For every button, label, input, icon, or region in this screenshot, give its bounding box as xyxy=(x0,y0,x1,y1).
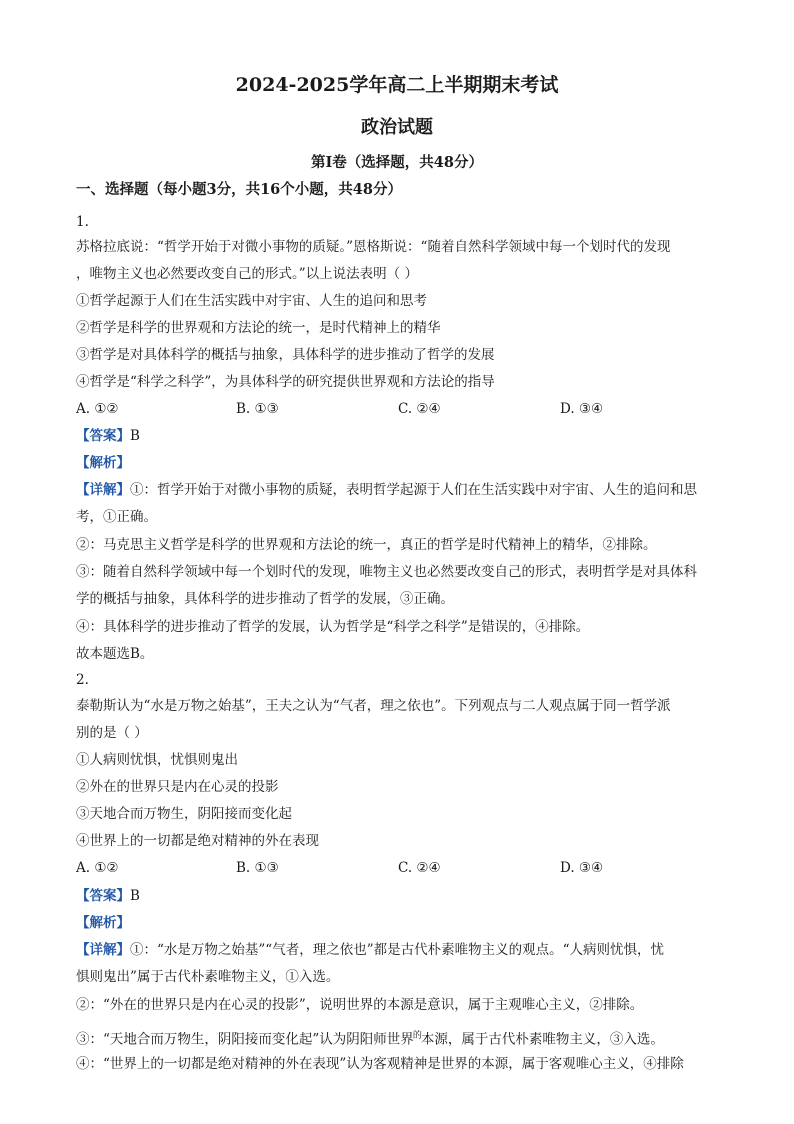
q1-number: 1. xyxy=(76,214,89,230)
q1-detail-3b: 学的概括与抽象，具体科学的进步推动了哲学的发展，③正确。 xyxy=(76,591,454,607)
q2-detail-1a xyxy=(76,941,664,959)
answer-label: 【答案】 xyxy=(76,888,130,904)
q1-stem-line2: ，唯物主义也必然要改变自己的形式。”以上说法表明（ ） xyxy=(76,266,418,282)
q1-answer xyxy=(76,427,140,445)
q2-statement-2: ②外在的世界只是内在心灵的投影 xyxy=(76,779,279,795)
exam-title: 2024-2025学年高二上半期期末考试 xyxy=(235,74,559,96)
q1-statement-1: ①哲学起源于人们在生活实践中对宇宙、人生的追问和思考 xyxy=(76,293,427,309)
q1-detail-1b: 考，①正确。 xyxy=(76,509,157,525)
q2-analysis-label: 【解析】 xyxy=(76,915,130,931)
q2-option-a: A. ①② xyxy=(76,860,119,876)
q2-number: 2. xyxy=(76,672,89,688)
q1-option-c: C. ②④ xyxy=(398,401,441,417)
q2-statement-1: ①人病则忧惧，忧惧则鬼出 xyxy=(76,752,238,768)
q2-detail-4: ④：“世界上的一切都是绝对精神的外在表现”认为客观精神是世界的本源，属于客观唯心主义，④排除 xyxy=(76,1056,684,1072)
q2-detail-3-pre: ③：“天地合而万物生，阴阳接而变化起”认为阴阳师世界 xyxy=(76,1031,414,1048)
q1-statement-3: ③哲学是对具体科学的概括与抽象，具体科学的进步推动了哲学的发展 xyxy=(76,347,495,363)
q1-detail-3a: ③：随着自然科学领域中每一个划时代的发现，唯物主义也必然要改变自己的形式，表明哲学是对具体科 xyxy=(76,564,697,580)
q2-detail-3-post: 本源，属于古代朴素唯物主义，③入选。 xyxy=(420,1031,664,1048)
q1-answer-value: B xyxy=(130,428,140,444)
q1-statement-2: ②哲学是科学的世界观和方法论的统一，是时代精神上的精华 xyxy=(76,320,441,336)
q1-conclusion: 故本题选B。 xyxy=(76,646,154,662)
q2-detail-1b: 惧则鬼出”属于古代朴素唯物主义，①入选。 xyxy=(76,969,340,985)
q2-answer xyxy=(76,887,140,905)
q1-analysis-label: 【解析】 xyxy=(76,455,130,471)
q2-detail-1a-text: ①：“水是万物之始基”“气者，理之依也”都是古代朴素唯物主义的观点。“人病则忧惧，忧 xyxy=(130,942,665,958)
q1-detail-2: ②：马克思主义哲学是科学的世界观和方法论的统一，真正的哲学是时代精神上的精华，②排除。 xyxy=(76,537,657,553)
q2-detail-3 xyxy=(76,1027,664,1049)
q2-detail-2: ②：“外在的世界只是内在心灵的投影”，说明世界的本源是意识，属于主观唯心主义，②排除。 xyxy=(76,997,644,1013)
q2-stem-line2: 别的是（ ） xyxy=(76,725,148,741)
q1-stem-line1: 苏格拉底说：“哲学开始于对微小事物的质疑。”恩格斯说：“随着自然科学领域中每一个划时代的发现 xyxy=(76,239,671,255)
detail-label: 【详解】 xyxy=(76,482,130,498)
exam-subtitle: 政治试题 xyxy=(361,117,433,138)
q2-option-b: B. ①③ xyxy=(236,860,279,876)
q2-answer-value: B xyxy=(130,888,140,904)
q2-detail-3-superscript: 的 xyxy=(412,1031,422,1041)
q1-option-b: B. ①③ xyxy=(236,401,279,417)
q2-stem-line1: 泰勒斯认为“水是万物之始基”，王夫之认为“气者，理之依也”。下列观点与二人观点属于同一哲学派 xyxy=(76,698,671,714)
q2-statement-4: ④世界上的一切都是绝对精神的外在表现 xyxy=(76,833,319,849)
q2-option-c: C. ②④ xyxy=(398,860,441,876)
q1-option-a: A. ①② xyxy=(76,401,119,417)
q1-option-d: D. ③④ xyxy=(560,401,604,417)
answer-label: 【答案】 xyxy=(76,428,130,444)
q1-statement-4: ④哲学是“科学之科学”，为具体科学的研究提供世界观和方法论的指导 xyxy=(76,374,495,390)
part-heading: 第Ⅰ卷（选择题，共48分） xyxy=(311,154,483,171)
section-heading: 一、选择题（每小题3分，共16个小题，共48分） xyxy=(76,181,402,198)
q1-detail-1a-text: ①：哲学开始于对微小事物的质疑，表明哲学起源于人们在生活实践中对宇宙、人生的追问和思 xyxy=(130,482,697,498)
q2-statement-3: ③天地合而万物生，阴阳接而变化起 xyxy=(76,806,292,822)
q1-detail-4: ④：具体科学的进步推动了哲学的发展，认为哲学是“科学之科学”是错误的，④排除。 xyxy=(76,619,590,635)
q1-detail-1a xyxy=(76,481,697,499)
detail-label: 【详解】 xyxy=(76,942,130,958)
q2-option-d: D. ③④ xyxy=(560,860,604,876)
